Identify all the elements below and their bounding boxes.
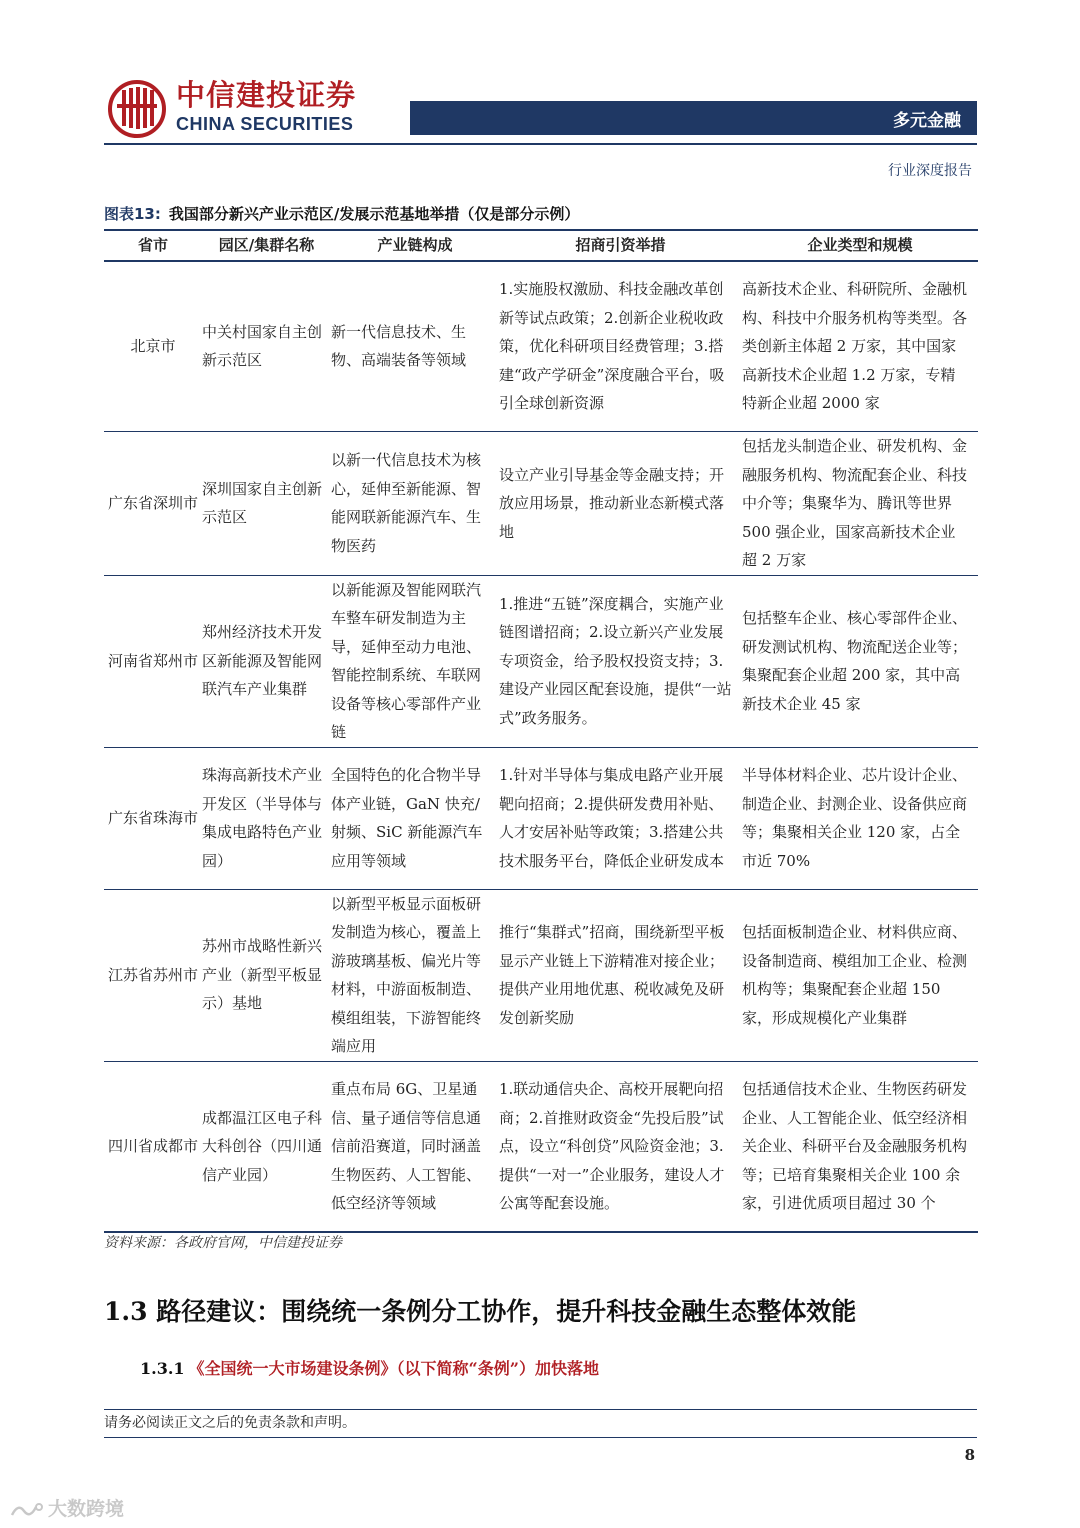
table-row xyxy=(104,432,978,576)
cell-chain: 重点布局 6G、卫星通信、量子通信等信息通信前沿赛道，同时涵盖生物医药、人工智能、低空经济等领域 xyxy=(331,1061,499,1232)
cell-park: 深圳国家自主创新示范区 xyxy=(202,432,331,576)
cell-province: 广东省深圳市 xyxy=(104,432,202,576)
cell-measures: 1.实施股权激励、科技金融改革创新等试点政策；2.创新企业税收政策，优化科研项目经费管理；3.搭建“政产学研金”深度融合平台，吸引全球创新资源 xyxy=(499,261,742,432)
cell-enterprises: 高新技术企业、科研院所、金融机构、科技中介服务机构等类型。各类创新主体超 2 万家，其中国家高新技术企业超 1.2 万家，专精特新企业超 2000 家 xyxy=(742,261,978,432)
cell-park: 苏州市战略性新兴产业（新型平板显示）基地 xyxy=(202,889,331,1061)
industry-park-table xyxy=(104,229,978,1233)
subsection-number: 1.3.1 xyxy=(140,1359,185,1378)
column-header: 省市 xyxy=(104,230,202,261)
watermark-text: 大数跨境 xyxy=(48,1498,125,1520)
figure-title xyxy=(104,203,579,224)
header-divider xyxy=(104,143,977,145)
subsection-heading xyxy=(140,1356,599,1379)
cell-chain: 全国特色的化合物半导体产业链，GaN 快充/射频、SiC 新能源汽车应用等领域 xyxy=(331,747,499,889)
cell-enterprises: 包括通信技术企业、生物医药研发企业、人工智能企业、低空经济相关企业、科研平台及金融服务机构等；已培育集聚相关企业 100 余家，引进优质项目超过 30 个 xyxy=(742,1061,978,1232)
cell-province: 江苏省苏州市 xyxy=(104,889,202,1061)
report-type: 行业深度报告 xyxy=(888,163,972,179)
cell-measures: 设立产业引导基金等金融支持；开放应用场景，推动新业态新模式落地 xyxy=(499,432,742,576)
cell-enterprises: 包括龙头制造企业、研发机构、金融服务机构、物流配套企业、科技中介等；集聚华为、腾讯等世界 500 强企业，国家高新技术企业超 2 万家 xyxy=(742,432,978,576)
cell-chain: 新一代信息技术、生物、高端装备等领域 xyxy=(331,261,499,432)
watermark-logo-icon xyxy=(10,1501,44,1519)
cell-measures: 1.针对半导体与集成电路产业开展靶向招商；2.提供研发费用补贴、人才安居补贴等政策；3.搭建公共技术服务平台，降低企业研发成本 xyxy=(499,747,742,889)
cell-park: 郑州经济技术开发区新能源及智能网联汽车产业集群 xyxy=(202,575,331,747)
brand-name-cn: 中信建投证券 xyxy=(176,78,357,112)
cell-province: 四川省成都市 xyxy=(104,1061,202,1232)
cell-measures: 1.推进“五链”深度耦合，实施产业链图谱招商；2.设立新兴产业发展专项资金，给予股权投资支持；3.建设产业园区配套设施，提供“一站式”政务服务。 xyxy=(499,575,742,747)
watermark xyxy=(10,1494,124,1521)
disclaimer-note: 请务必阅读正文之后的免责条款和声明。 xyxy=(104,1415,356,1431)
cell-province: 北京市 xyxy=(104,261,202,432)
figure-caption: 我国部分新兴产业示范区/发展示范基地举措（仅是部分示例） xyxy=(168,205,580,223)
column-header: 园区/集群名称 xyxy=(202,230,331,261)
figure-source: 资料来源：各政府官网，中信建投证券 xyxy=(104,1235,342,1251)
cell-enterprises: 半导体材料企业、芯片设计企业、制造企业、封测企业、设备供应商等；集聚相关企业 120 家，占全市近 70% xyxy=(742,747,978,889)
section-label: 多元金融 xyxy=(893,111,961,131)
section-heading: 1.3 路径建议：围绕统一条例分工协作，提升科技金融生态整体效能 xyxy=(104,1297,857,1326)
table-row xyxy=(104,747,978,889)
table-header-row xyxy=(104,230,978,261)
cell-province: 河南省郑州市 xyxy=(104,575,202,747)
cell-measures: 1.联动通信央企、高校开展靶向招商；2.首推财政资金“先投后股”试点，设立“科创贷”风险资金池；3.提供“一对一”企业服务，建设人才公寓等配套设施。 xyxy=(499,1061,742,1232)
page-number: 8 xyxy=(964,1446,975,1464)
cell-park: 珠海高新技术产业开发区（半导体与集成电路特色产业园） xyxy=(202,747,331,889)
cell-enterprises: 包括整车企业、核心零部件企业、研发测试机构、物流配送企业等；集聚配套企业超 200 家，其中高新技术企业 45 家 xyxy=(742,575,978,747)
column-header: 招商引资举措 xyxy=(499,230,742,261)
footer-divider xyxy=(104,1437,977,1438)
footer-divider xyxy=(104,1409,977,1410)
table-row xyxy=(104,889,978,1061)
brand-name-en: CHINA SECURITIES xyxy=(176,114,354,134)
cell-province: 广东省珠海市 xyxy=(104,747,202,889)
cell-chain: 以新一代信息技术为核心，延伸至新能源、智能网联新能源汽车、生物医药 xyxy=(331,432,499,576)
table-row xyxy=(104,261,978,432)
subsection-title: 《全国统一大市场建设条例》（以下简称“条例”）加快落地 xyxy=(188,1359,599,1378)
table-row xyxy=(104,575,978,747)
cell-chain: 以新型平板显示面板研发制造为核心，覆盖上游玻璃基板、偏光片等材料，中游面板制造、模组组装，下游智能终端应用 xyxy=(331,889,499,1061)
column-header: 企业类型和规模 xyxy=(742,230,978,261)
cell-measures: 推行“集群式”招商，围绕新型平板显示产业链上下游精准对接企业；提供产业用地优惠、税收减免及研发创新奖励 xyxy=(499,889,742,1061)
column-header: 产业链构成 xyxy=(331,230,499,261)
cell-chain: 以新能源及智能网联汽车整车研发制造为主导，延伸至动力电池、智能控制系统、车联网设备等核心零部件产业链 xyxy=(331,575,499,747)
section-banner xyxy=(410,101,977,135)
table-row xyxy=(104,1061,978,1232)
china-securities-logo xyxy=(108,80,166,138)
cell-park: 中关村国家自主创新示范区 xyxy=(202,261,331,432)
figure-label: 图表13: xyxy=(104,205,161,223)
cell-park: 成都温江区电子科大科创谷（四川通信产业园） xyxy=(202,1061,331,1232)
cell-enterprises: 包括面板制造企业、材料供应商、设备制造商、模组加工企业、检测机构等；集聚配套企业超 150 家，形成规模化产业集群 xyxy=(742,889,978,1061)
